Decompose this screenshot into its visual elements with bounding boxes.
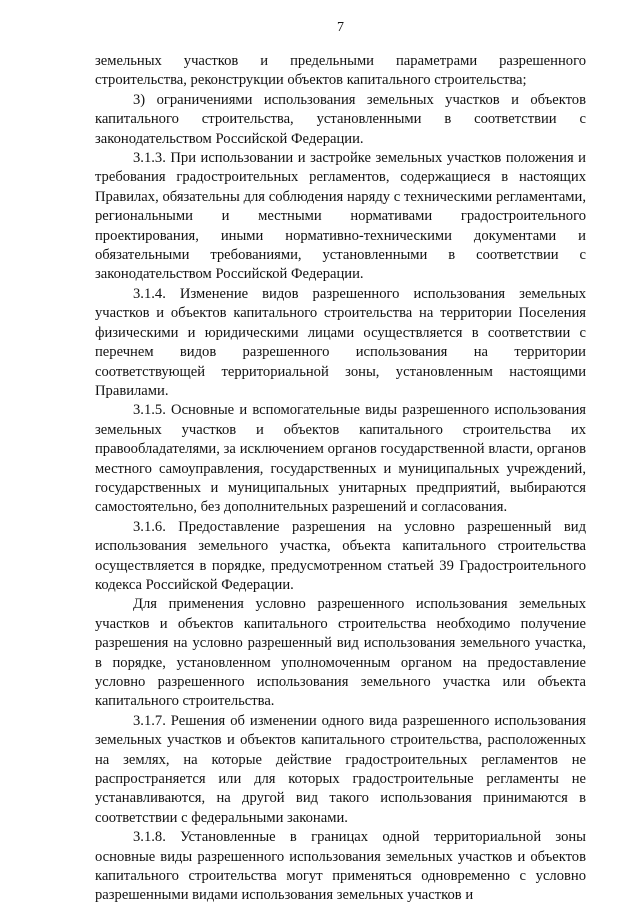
paragraph-3-1-7: 3.1.7. Решения об изменении одного вида разрешенного использования земельных участков и объектов капитального строительства, расположенных на землях, на которые действие градостроительных регламентов не распространяется или для которых градостроительные регламенты не устанавливаются, на другой вид такого использования принимаются в соответствии с федеральными законами. (95, 712, 586, 826)
paragraph-continuation: земельных участков и предельными параметрами разрешенного строительства, реконструкции объектов капитального строительства; (95, 53, 586, 89)
page-number: 7 (337, 20, 344, 35)
paragraph-3-1-3: 3.1.3. При использовании и застройке земельных участков положения и требования градостроительных регламентов, содержащиеся в настоящих Правилах, обязательны для соблюдения наряду с техническими регламентами, региональными и местными нормативами градостроительного проектирования, иными нормативно-техническими документами и обязательными требованиями, установленными в соответствии с законодательством Российской Федерации. (95, 150, 586, 283)
paragraph-3-1-6: 3.1.6. Предоставление разрешения на условно разрешенный вид использования земельного участка, объекта капитального строительства осуществляется в порядке, предусмотренном статьей 39 Градостроительного кодекса Российской Федерации. (95, 518, 586, 593)
paragraph-3-1-5: 3.1.5. Основные и вспомогательные виды разрешенного использования земельных участков и объектов капитального строительства их правообладателями, за исключением органов государственной власти, органов местного самоуправления, государственных и муниципальных учреждений, государственных и муниципальных унитарных предприятий, выбираются самостоятельно, без дополнительных разрешений и согласования. (95, 402, 586, 516)
paragraph-item-3-restrictions: 3) ограничениями использования земельных участков и объектов капитального строительства, установленными в соответствии с законодательством Российской Федерации. (95, 91, 586, 147)
document-body (95, 52, 586, 906)
paragraph-3-1-4: 3.1.4. Изменение видов разрешенного использования земельных участков и объектов капитального строительства на территории Поселения физическими и юридическими лицами осуществляется в соответствии с перечнем видов разрешенного использования на территории соответствующей территориальной зоны, установленным настоящими Правилами. (95, 285, 586, 399)
paragraph-conditional-use: Для применения условно разрешенного использования земельных участков и объектов капитального строительства необходимо получение разрешения на условно разрешенный вид использования земельного участка, в порядке, установленном уполномоченным органом на предоставление условно разрешенного использования земельного участка или объекта капитального строительства. (95, 596, 586, 710)
paragraph-3-1-8: 3.1.8. Установленные в границах одной территориальной зоны основные виды разрешенного использования земельных участков и объектов капитального строительства могут применяться одновременно с условно разрешенными видами использования земельных участков и (95, 829, 586, 904)
